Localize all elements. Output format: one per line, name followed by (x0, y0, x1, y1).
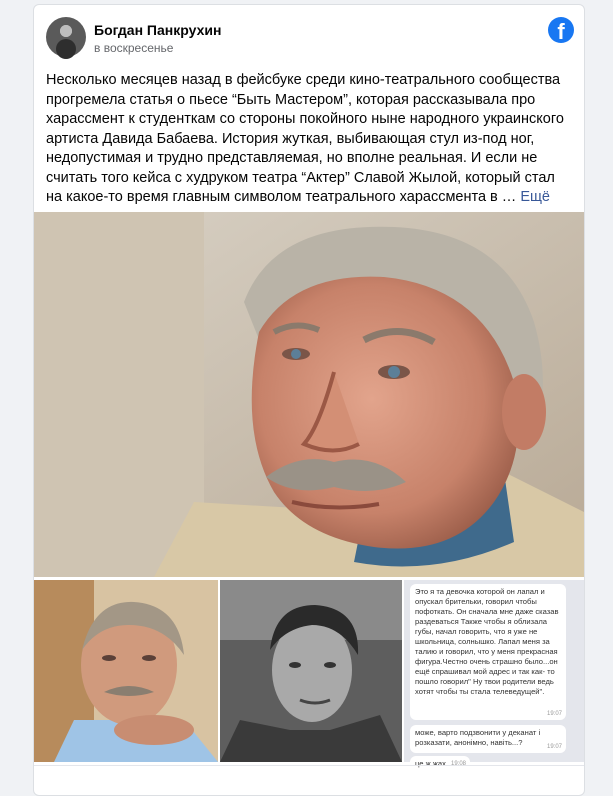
chat-message-2-text: може, варто подзвонити у деканат і розказати, анонімно, навіть...? (415, 728, 541, 747)
photo-thumbnail-1[interactable] (34, 580, 218, 762)
post-body: Несколько месяцев назад в фейсбуке среди кино-театрального сообщества прогремела статья о пьесе “Быть Мастером”, которая рассказывала про харассмент к студенткам со стороны покойного ныне народного украинского артиста Давида Бабаева. История жуткая, выбивающая стул из-под ног, недопустимая и трудно представляемая, но вполне реальная. И если не считать того кейса с худруком театра “Актер” Славой Жылой, который стал на какое-то время главным символом театрального харассмента в … (46, 72, 564, 205)
post-header (34, 5, 584, 65)
post-timestamp[interactable]: в воскресенье (94, 41, 174, 55)
photo-thumbnail-1-image (34, 580, 218, 762)
main-photo-image (34, 212, 584, 577)
chat-message-1-time: 19:07 (546, 711, 562, 717)
author-avatar[interactable] (46, 17, 86, 57)
chat-message-1-text: Это я та девочка которой он лапал и опускал брительки, говорил чтобы пофоткать. Он сначала мне даже сказав раздеваться Также чтобы я облизала губы, начал говорить, что я уже не школьница, солнышко. Лапал меня за талию и говорил, что у меня прекрасная фигура.Честно очень страшно было...он ещё спрашивал мой адрес и так как- то пошло говорил" Ну твои родители ведь хотят чтобы ты стала телеведущей". (415, 587, 559, 696)
post-card (33, 4, 585, 796)
post-actions-bar (34, 765, 584, 796)
photo-row (34, 580, 584, 768)
main-photo[interactable] (34, 212, 584, 577)
see-more-link[interactable]: Ещё (520, 189, 550, 205)
author-name[interactable]: Богдан Панкрухин (94, 22, 222, 38)
chat-message-3-text: це ж жах (415, 759, 446, 768)
chat-screenshot[interactable] (404, 580, 584, 768)
chat-message-2-time: 19:07 (546, 744, 562, 750)
chat-message-1 (410, 584, 566, 720)
chat-message-3-time: 19:08 (450, 761, 466, 767)
chat-message-2 (410, 725, 566, 753)
photo-thumbnail-2[interactable] (220, 580, 402, 762)
post-text (46, 71, 574, 208)
facebook-logo-icon: f (548, 17, 574, 43)
photo-thumbnail-2-image (220, 580, 402, 762)
